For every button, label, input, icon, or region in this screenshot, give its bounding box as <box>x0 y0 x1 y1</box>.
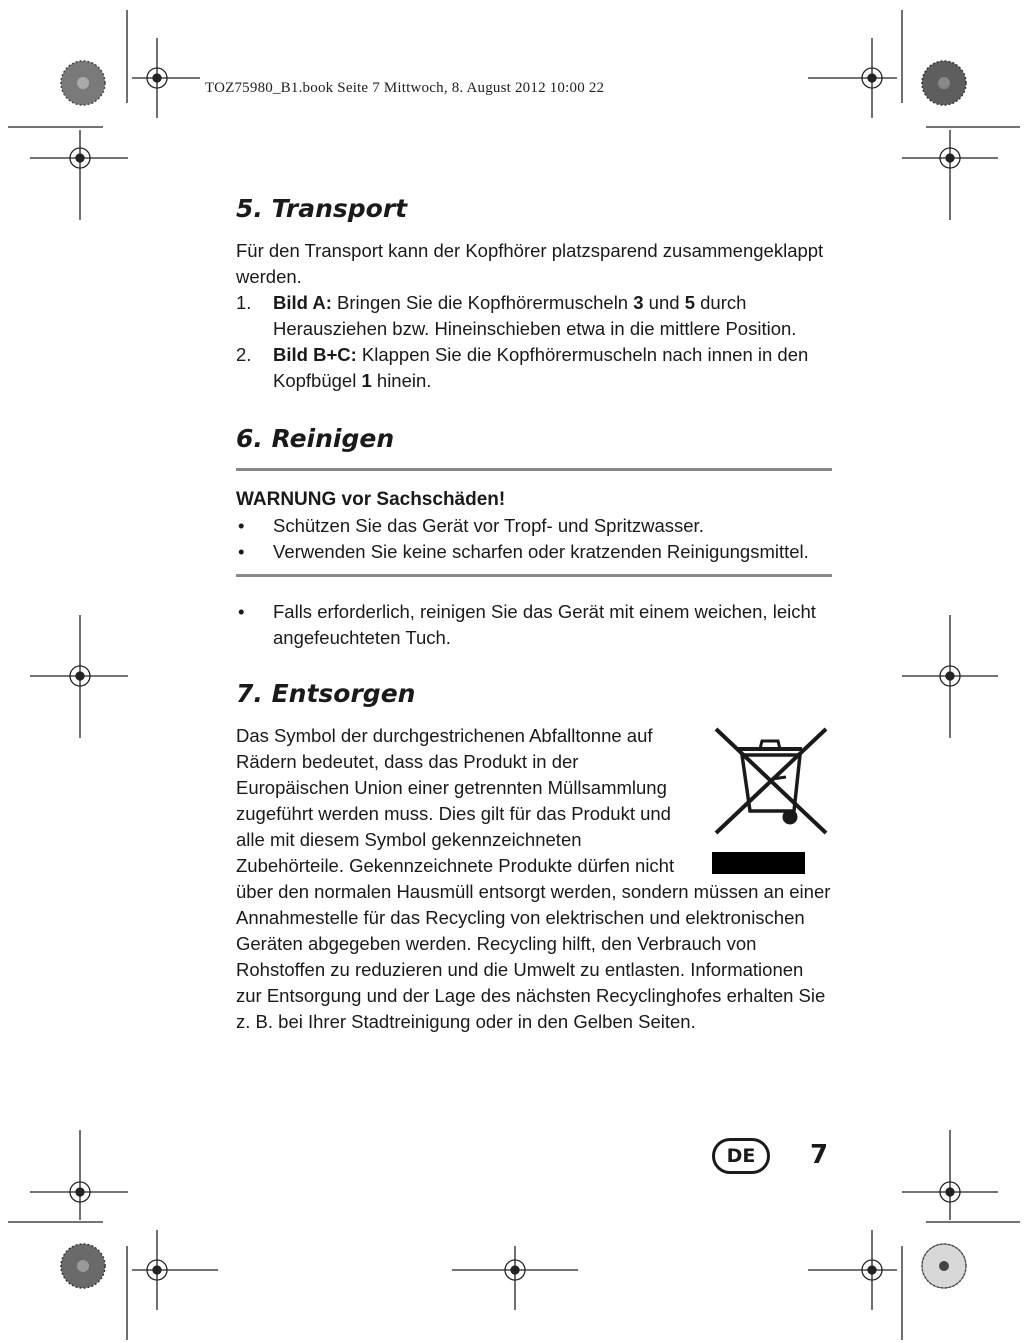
step-text: Bringen Sie die Kopfhörermuscheln <box>331 292 634 313</box>
disposal-text: Das Symbol der durchgestrichenen Abfalltonne auf Rädern bedeutet, dass das Produkt in der Europäischen Union einer getrennten Müllsammlung zugeführt werden muss. Dies gilt für das Produkt und alle mit diesem Symbol gekennzeichneten Zubehörteile. Gekennzeichnete Produkte dürfen nicht über den normalen Hausmüll entsorgt werden, sondern müssen an einer Annahmestelle für das Recycling von elektrischen und elektronischen Geräten abgegeben werden. Recycling hilft, den Verbrauch von Rohstoffen zu reduzieren und die Umwelt zu entlasten. Informationen zur Entsorgung und der Lage des nächsten Recyclinghofes erhalten Sie z. B. bei Ihrer Stadtreinigung oder in den Gelben Seiten. <box>236 725 831 1032</box>
bullet-icon: • <box>238 515 245 536</box>
warning-title: WARNUNG vor Sachschäden! <box>236 489 506 510</box>
list-item <box>236 513 832 539</box>
crosshair-icon <box>132 1230 218 1310</box>
transport-intro: Für den Transport kann der Kopfhörer platzsparend zusammengeklappt werden. <box>236 240 824 287</box>
step-label: Bild B+C: <box>273 344 357 365</box>
step-text: und <box>643 292 685 313</box>
color-wheel-icon <box>61 61 105 105</box>
section-title-entsorgen: 7. Entsorgen <box>236 679 416 708</box>
part-ref: 5 <box>684 292 695 313</box>
disposal-block <box>236 723 832 1035</box>
step-number: 2. <box>236 344 252 365</box>
crosshair-icon <box>808 38 897 118</box>
step-text: Klappen Sie die Kopfhörermuscheln nach innen in den Kopfbügel <box>273 344 809 391</box>
list-item <box>236 290 832 342</box>
step-text: durch Herausziehen bzw. Hineinschieben etwa in die mittlere Position. <box>273 292 797 339</box>
crosshair-icon <box>452 1246 578 1310</box>
color-wheel-icon <box>922 1244 966 1288</box>
list-item <box>236 539 832 565</box>
black-bar <box>712 852 805 874</box>
section-title-transport: 5. Transport <box>236 194 408 223</box>
crosshair-icon <box>30 1130 128 1220</box>
crosshair-icon <box>30 615 128 738</box>
list-item <box>236 599 832 651</box>
step-label: Bild A: <box>273 292 332 313</box>
color-wheel-icon <box>922 61 966 105</box>
step-text: hinein. <box>371 370 432 391</box>
step-number: 1. <box>236 292 252 313</box>
page-number: 7 <box>810 1140 829 1170</box>
page-footer <box>712 1136 837 1176</box>
crosshair-icon <box>132 38 200 118</box>
cleaning-instruction: Falls erforderlich, reinigen Sie das Gerät mit einem weichen, leicht angefeuchteten Tuch. <box>273 601 816 648</box>
crosshair-icon <box>902 1130 998 1220</box>
language-badge: DE <box>712 1138 770 1174</box>
page-content <box>236 192 832 1035</box>
crosshair-icon <box>30 130 128 220</box>
crosshair-icon <box>902 615 998 738</box>
warning-item: Verwenden Sie keine scharfen oder kratzenden Reinigungsmittel. <box>273 541 809 562</box>
part-ref: 3 <box>633 292 644 313</box>
warning-item: Schützen Sie das Gerät vor Tropf- und Spritzwasser. <box>273 515 704 536</box>
bullet-icon: • <box>238 541 245 562</box>
warning-box <box>236 471 832 574</box>
crosshair-icon <box>902 130 998 220</box>
list-item <box>236 342 832 394</box>
section-title-reinigen: 6. Reinigen <box>236 424 395 453</box>
color-wheel-icon <box>61 1244 105 1288</box>
print-info: TOZ75980_B1.book Seite 7 Mittwoch, 8. August 2012 10:00 22 <box>205 80 605 96</box>
transport-steps <box>236 290 832 394</box>
crosshair-icon <box>808 1230 897 1310</box>
crossed-out-wheelie-bin-icon <box>702 719 842 879</box>
divider <box>236 574 832 577</box>
bullet-icon: • <box>238 601 245 622</box>
part-ref: 1 <box>361 370 372 391</box>
